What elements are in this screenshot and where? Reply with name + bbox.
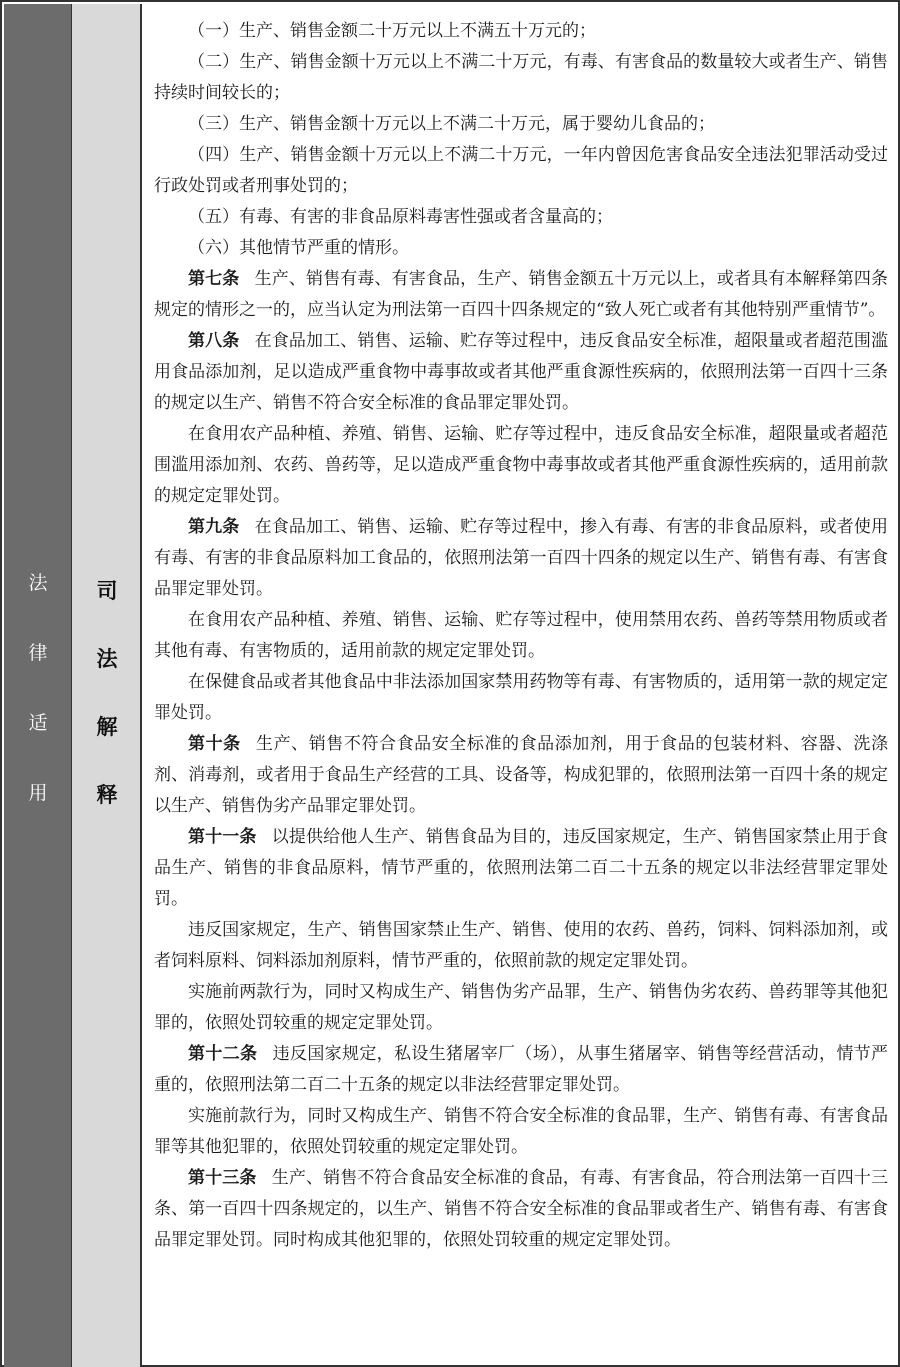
label-char: 法: [96, 647, 118, 671]
paragraph-list: [154, 16, 888, 1256]
paragraph: [154, 915, 888, 977]
paragraph: [154, 419, 888, 512]
label-char: 解: [96, 715, 118, 739]
subcategory-label: [72, 557, 142, 829]
paragraph-text: 以提供给他人生产、销售食品为目的，违反国家规定，生产、销售国家禁止用于食品生产、销售的非食品原料，情节严重的，依照刑法第二百二十五条的规定以非法经营罪定罪处罚。: [154, 827, 889, 909]
article-number: 第十二条: [188, 1044, 258, 1064]
paragraph-text: （四）生产、销售金额十万元以上不满二十万元，一年内曾因危害食品安全违法犯罪活动受过行政处罚或者刑事处罚的；: [154, 145, 888, 196]
paragraph: [154, 264, 888, 326]
legal-text-content: [154, 16, 888, 1256]
paragraph: [154, 605, 888, 667]
paragraph: [154, 729, 888, 822]
label-char: 律: [28, 642, 48, 664]
paragraph: [154, 1163, 888, 1256]
paragraph: [154, 233, 888, 264]
paragraph: [154, 1039, 888, 1101]
paragraph-text: 违反国家规定，私设生猪屠宰厂（场），从事生猪屠宰、销售等经营活动，情节严重的，依照刑法第二百二十五条的规定以非法经营罪定罪处罚。: [154, 1044, 889, 1095]
paragraph-text: （三）生产、销售金额十万元以上不满二十万元，属于婴幼儿食品的；: [188, 114, 715, 134]
label-char: 司: [96, 579, 118, 603]
article-number: 第七条: [188, 269, 240, 289]
paragraph-text: 生产、销售有毒、有害食品，生产、销售金额五十万元以上，或者具有本解释第四条规定的情形之一的，应当认定为刑法第一百四十四条规定的“致人死亡或者有其他特别严重情节”。: [154, 269, 889, 320]
paragraph-text: （一）生产、销售金额二十万元以上不满五十万元的；: [188, 21, 596, 41]
paragraph-text: 违反国家规定，生产、销售国家禁止生产、销售、使用的农药、兽药，饲料、饲料添加剂，或者饲料原料、饲料添加剂原料，情节严重的，依照前款的规定定罪处罚。: [154, 920, 888, 971]
category-label: [4, 548, 72, 828]
paragraph: [154, 202, 888, 233]
paragraph-text: 实施前两款行为，同时又构成生产、销售伪劣产品罪，生产、销售伪劣农药、兽药罪等其他犯罪的，依照处罚较重的规定定罪处罚。: [154, 982, 888, 1033]
paragraph: [154, 326, 888, 419]
paragraph-text: 在食用农产品种植、养殖、销售、运输、贮存等过程中，违反食品安全标准，超限量或者超范围滥用添加剂、农药、兽药等，足以造成严重食物中毒事故或者其他严重食源性疾病的，适用前款的规定定罪处罚。: [154, 424, 888, 506]
paragraph-text: （五）有毒、有害的非食品原料毒害性强或者含量高的；: [188, 207, 613, 227]
paragraph-text: 在食用农产品种植、养殖、销售、运输、贮存等过程中，使用禁用农药、兽药等禁用物质或者其他有毒、有害物质的，适用前款的规定定罪处罚。: [154, 610, 888, 661]
article-number: 第九条: [188, 517, 240, 537]
paragraph-text: 生产、销售不符合食品安全标准的食品添加剂，用于食品的包装材料、容器、洗涤剂、消毒剂，或者用于食品生产经营的工具、设备等，构成犯罪的，依照刑法第一百四十条的规定以生产、销售伪劣产品罪定罪处罚。: [154, 734, 889, 816]
paragraph-text: 在保健食品或者其他食品中非法添加国家禁用药物等有毒、有害物质的，适用第一款的规定定罪处罚。: [154, 672, 888, 723]
paragraph-text: 在食品加工、销售、运输、贮存等过程中，违反食品安全标准，超限量或者超范围滥用食品添加剂，足以造成严重食物中毒事故或者其他严重食源性疾病的，依照刑法第一百四十三条的规定以生产、销售不符合安全标准的食品罪定罪处罚。: [154, 331, 889, 413]
paragraph-text: 在食品加工、销售、运输、贮存等过程中，掺入有毒、有害的非食品原料，或者使用有毒、有害的非食品原料加工食品的，依照刑法第一百四十四条的规定以生产、销售有毒、有害食品罪定罪处罚。: [154, 517, 889, 599]
article-number: 第十一条: [188, 827, 257, 847]
paragraph-text: （六）其他情节严重的情形。: [188, 238, 409, 258]
article-number: 第十条: [188, 734, 241, 754]
paragraph: [154, 512, 888, 605]
label-char: 释: [96, 783, 118, 807]
label-char: 法: [28, 572, 48, 594]
paragraph: [154, 822, 888, 915]
paragraph-text: 生产、销售不符合食品安全标准的食品，有毒、有害食品，符合刑法第一百四十三条、第一百四十四条规定的，以生产、销售不符合安全标准的食品罪或者生产、销售有毒、有害食品罪定罪处罚。同时构成其他犯罪的，依照处罚较重的规定定罪处罚。: [154, 1168, 889, 1250]
article-number: 第十三条: [188, 1168, 257, 1188]
category-column: [4, 4, 72, 1367]
article-number: 第八条: [188, 331, 240, 351]
paragraph: [154, 47, 888, 109]
paragraph: [154, 1101, 888, 1163]
paragraph-text: 实施前款行为，同时又构成生产、销售不符合安全标准的食品罪，生产、销售有毒、有害食品罪等其他犯罪的，依照处罚较重的规定定罪处罚。: [154, 1106, 888, 1157]
label-char: 适: [28, 712, 48, 734]
label-char: 用: [28, 782, 48, 804]
subcategory-column: [72, 4, 142, 1367]
paragraph: [154, 140, 888, 202]
paragraph: [154, 109, 888, 140]
paragraph: [154, 667, 888, 729]
paragraph: [154, 977, 888, 1039]
paragraph: [154, 16, 888, 47]
paragraph-text: （二）生产、销售金额十万元以上不满二十万元，有毒、有害食品的数量较大或者生产、销售持续时间较长的；: [154, 52, 888, 103]
